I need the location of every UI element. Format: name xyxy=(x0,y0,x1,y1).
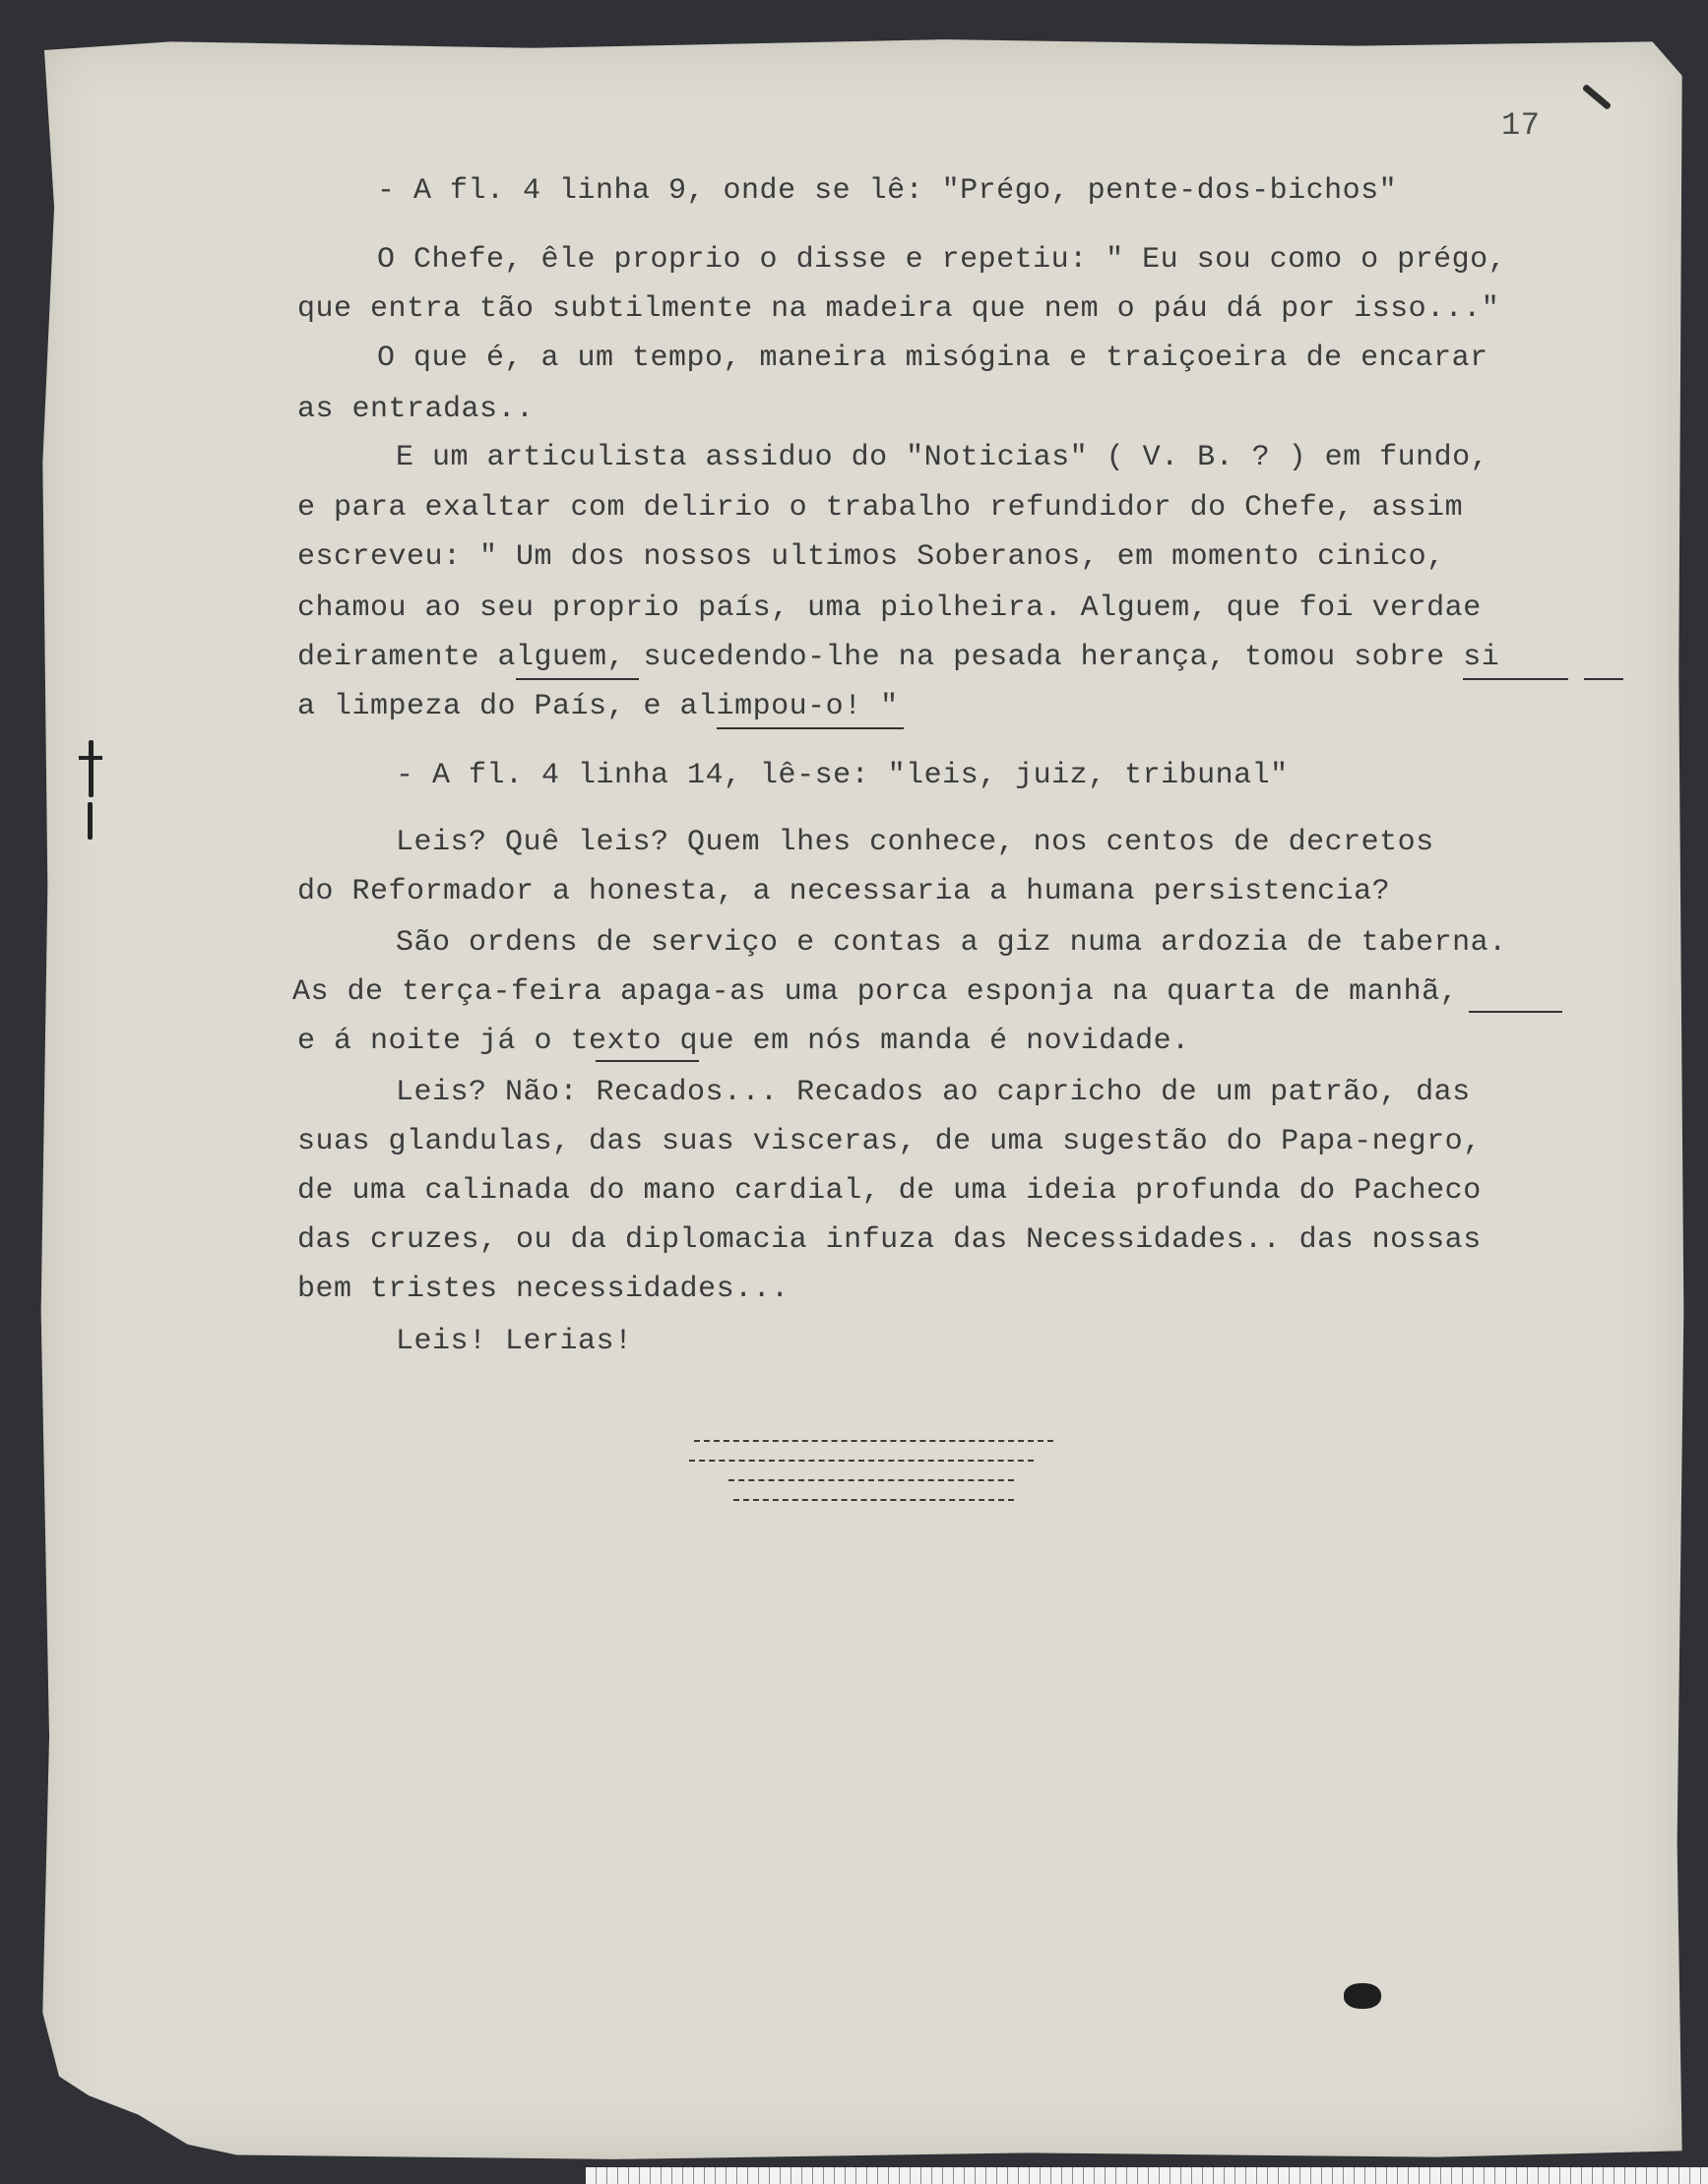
underline-texto xyxy=(596,1060,699,1062)
closing-line: Leis! Lerias! xyxy=(396,1325,633,1358)
text-line: chamou ao seu proprio país, uma piolheira. Alguem, que foi verdae xyxy=(297,592,1482,625)
text-line: Leis? Quê leis? Quem lhes conhece, nos centos de decretos xyxy=(396,826,1434,859)
heading-fl4-linha14: - A fl. 4 linha 14, lê-se: "leis, juiz, tribunal" xyxy=(396,759,1289,792)
text-line: a limpeza do País, e alimpou-o! " xyxy=(297,690,899,723)
underline-alimpou xyxy=(717,727,904,729)
heading-fl4-linha9: - A fl. 4 linha 9, onde se lê: "Prégo, pente-dos-bichos" xyxy=(377,174,1398,208)
text-line: de uma calinada do mano cardial, de uma ideia profunda do Pacheco xyxy=(297,1174,1482,1208)
margin-pencil-mark xyxy=(79,756,102,760)
page-number: 17 xyxy=(1501,107,1541,144)
margin-pencil-mark xyxy=(89,740,94,797)
text-line: O Chefe, êle proprio o disse e repetiu: " Eu sou como o prégo, xyxy=(377,243,1507,277)
text-line: São ordens de serviço e contas a giz numa ardozia de taberna. xyxy=(396,926,1507,960)
text-line: deiramente alguem, sucedendo-lhe na pesada herança, tomou sobre si xyxy=(297,641,1500,674)
text-line: das cruzes, ou da diplomacia infuza das Necessidades.. das nossas xyxy=(297,1223,1482,1257)
scale-ruler xyxy=(586,2167,1708,2184)
text-line: E um articulista assiduo do "Noticias" ( V. B. ? ) em fundo, xyxy=(396,441,1489,474)
text-line: do Reformador a honesta, a necessaria a humana persistencia? xyxy=(297,875,1391,908)
text-line: As de terça-feira apaga-as uma porca esponja na quarta de manhã, xyxy=(292,975,1459,1009)
margin-pencil-mark xyxy=(88,802,93,840)
text-line: O que é, a um tempo, maneira misógina e traiçoeira de encarar xyxy=(377,342,1488,375)
text-line: que entra tão subtilmente na madeira que nem o páu dá por isso..." xyxy=(297,292,1500,326)
ink-stain xyxy=(1344,1983,1381,2009)
underline-si xyxy=(1584,678,1623,680)
text-line: e á noite já o texto que em nós manda é novidade. xyxy=(297,1025,1190,1058)
text-line: bem tristes necessidades... xyxy=(297,1273,790,1306)
text-line: suas glandulas, das suas visceras, de uma sugestão do Papa-negro, xyxy=(297,1125,1482,1158)
underline-manha xyxy=(1469,1011,1562,1013)
text-line: escreveu: " Um dos nossos ultimos Soberanos, em momento cinico, xyxy=(297,540,1445,574)
text-line: as entradas.. xyxy=(297,393,535,426)
underline-alguem xyxy=(516,678,639,680)
text-line: Leis? Não: Recados... Recados ao capricho de um patrão, das xyxy=(396,1076,1471,1109)
underline-sobre xyxy=(1463,678,1568,680)
text-line: e para exaltar com delirio o trabalho refundidor do Chefe, assim xyxy=(297,491,1464,525)
